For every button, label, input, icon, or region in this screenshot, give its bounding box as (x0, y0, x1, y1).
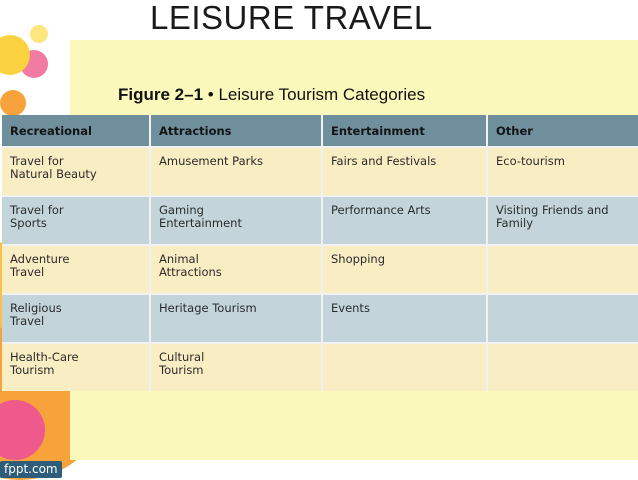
table-cell: Performance Arts (322, 196, 487, 245)
header-other: Other (487, 115, 638, 147)
header-attractions: Attractions (150, 115, 322, 147)
table-cell: Amusement Parks (150, 147, 322, 196)
header-recreational: Recreational (2, 115, 150, 147)
table-cell: Eco-tourism (487, 147, 638, 196)
leisure-tourism-table (2, 115, 638, 391)
table-cell: Health-Care Tourism (2, 343, 150, 391)
table-row (2, 343, 638, 391)
table-row (2, 196, 638, 245)
figure-title: Leisure Tourism Categories (218, 85, 426, 104)
table-cell: Religious Travel (2, 294, 150, 343)
table-cell: Shopping (322, 245, 487, 294)
table-cell (487, 245, 638, 294)
table-cell (487, 294, 638, 343)
table-cell: Gaming Entertainment (150, 196, 322, 245)
table-row (2, 147, 638, 196)
slide-title: LEISURE TRAVEL (150, 0, 433, 36)
table-cell: Cultural Tourism (150, 343, 322, 391)
header-entertainment: Entertainment (322, 115, 487, 147)
figure-number: Figure 2–1 (118, 85, 204, 104)
table-cell: Visiting Friends and Family (487, 196, 638, 245)
figure-caption (118, 85, 425, 105)
table-cell (487, 343, 638, 391)
table-cell: Fairs and Festivals (322, 147, 487, 196)
table-cell: Events (322, 294, 487, 343)
table-header-row (2, 115, 638, 147)
decor-circle-orange-small (0, 90, 26, 116)
table-cell: Adventure Travel (2, 245, 150, 294)
caption-separator: • (203, 85, 219, 104)
table-cell: Travel for Natural Beauty (2, 147, 150, 196)
table-row (2, 294, 638, 343)
table-cell (322, 343, 487, 391)
decor-circle-yellow-2 (30, 25, 48, 43)
table-cell: Animal Attractions (150, 245, 322, 294)
fppt-watermark: fppt.com (0, 461, 62, 478)
table-row (2, 245, 638, 294)
table-cell: Travel for Sports (2, 196, 150, 245)
table-cell: Heritage Tourism (150, 294, 322, 343)
